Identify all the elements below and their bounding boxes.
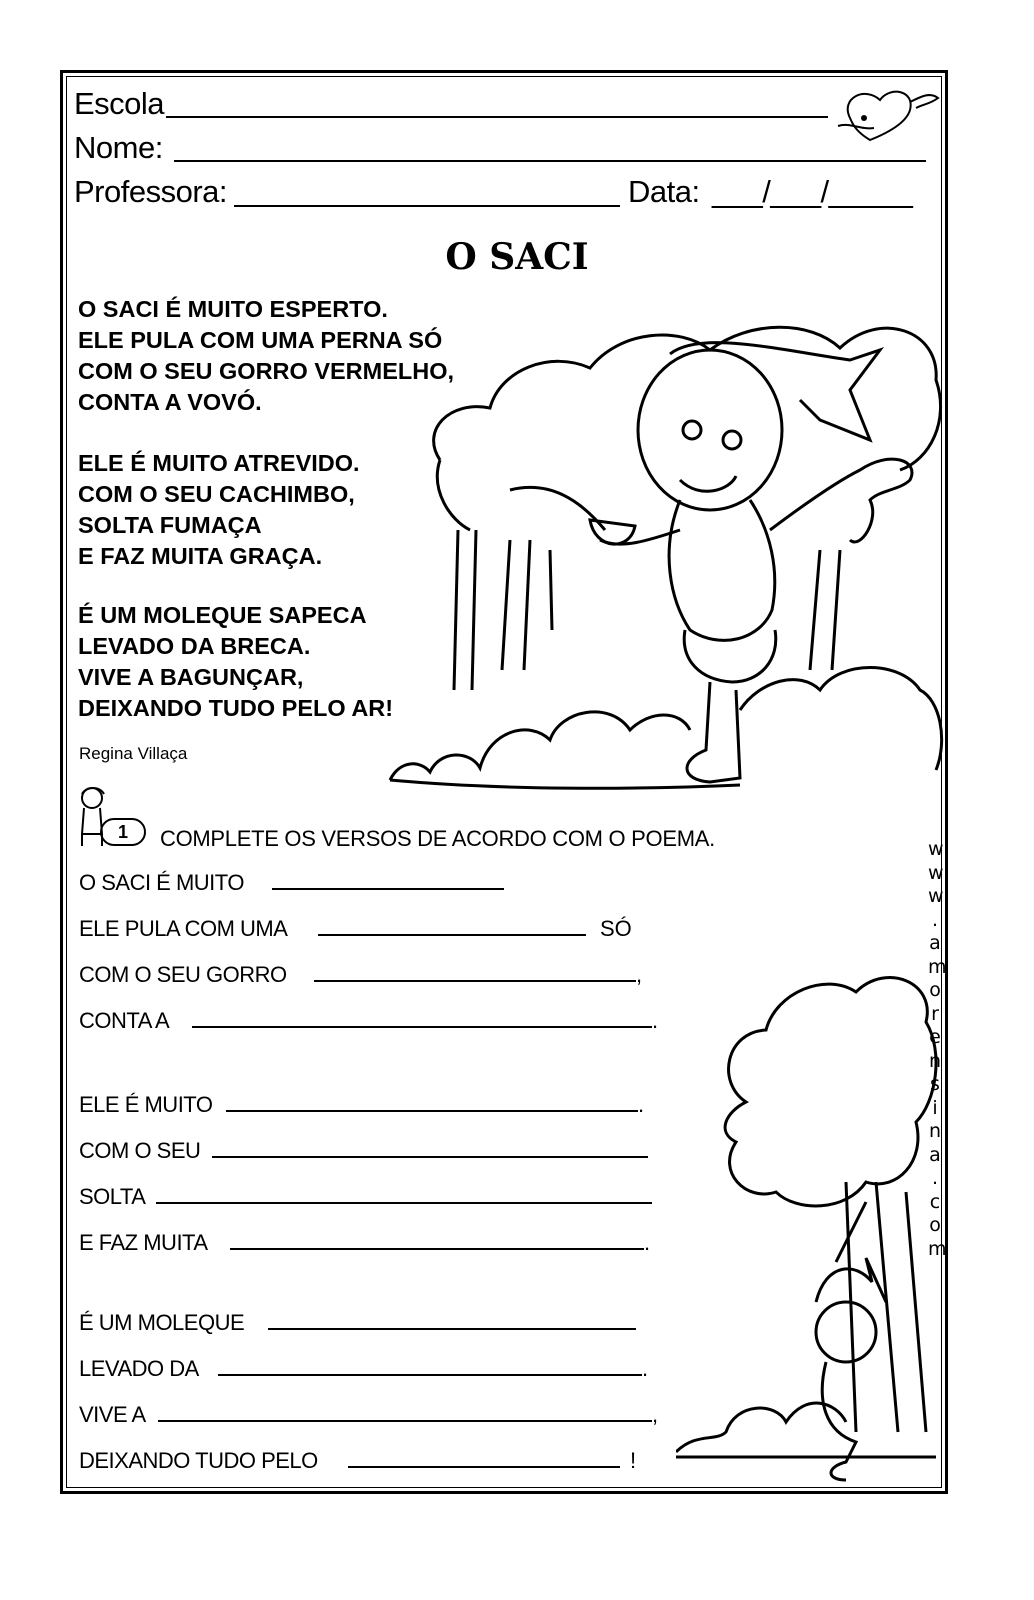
watermark-char: m: [928, 1237, 947, 1260]
poem-line: ELE É MUITO ATREVIDO.: [78, 450, 360, 476]
poem-title: O SACI: [445, 236, 589, 278]
verse-prefix: COM O SEU GORRO: [79, 962, 287, 987]
watermark-char: m: [928, 955, 947, 978]
verse-suffix: SÓ: [600, 916, 632, 941]
verse-prefix: LEVADO DA: [79, 1356, 199, 1381]
verse-prefix: ELE PULA COM UMA: [79, 916, 288, 941]
poem-line: COM O SEU GORRO VERMELHO,: [78, 358, 455, 384]
poem-line: LEVADO DA BRECA.: [78, 633, 311, 659]
verse-blank[interactable]: [212, 1156, 648, 1158]
watermark-char: .: [931, 908, 939, 931]
poem-line: SOLTA FUMAÇA: [78, 512, 262, 538]
poem-line: DEIXANDO TUDO PELO AR!: [78, 695, 394, 721]
verse-blank[interactable]: [192, 1026, 652, 1028]
verse-blank[interactable]: [158, 1420, 652, 1422]
verse-prefix: SOLTA: [79, 1184, 146, 1209]
watermark-char: .: [931, 1167, 939, 1189]
verse-blank[interactable]: [218, 1374, 642, 1376]
verse-blank[interactable]: [314, 980, 636, 982]
stanza-3: [78, 600, 393, 724]
verse-suffix: .: [638, 1092, 645, 1117]
poem-line: O SACI É MUITO ESPERTO.: [78, 296, 388, 322]
verse-prefix: E FAZ MUITA: [79, 1230, 208, 1255]
poem-author: Regina Villaça: [79, 744, 188, 763]
poem-line: E FAZ MUITA GRAÇA.: [78, 543, 323, 569]
verse-suffix: !: [630, 1448, 637, 1473]
school-field[interactable]: [166, 116, 828, 118]
teacher-label: Professora:: [74, 174, 228, 209]
watermark-char: w: [928, 838, 944, 860]
name-field[interactable]: [174, 160, 926, 162]
verse-blank[interactable]: [318, 934, 586, 936]
verse-prefix: DEIXANDO TUDO PELO: [79, 1448, 318, 1473]
watermark-char: r: [931, 1002, 939, 1025]
watermark-char: c: [929, 1190, 941, 1213]
verse-blank[interactable]: [226, 1110, 638, 1112]
watermark-char: i: [932, 1096, 938, 1119]
verse-prefix: ELE É MUITO: [79, 1092, 213, 1117]
watermark-char: w: [928, 861, 944, 884]
verse-blank[interactable]: [268, 1328, 636, 1330]
verse-blank[interactable]: [272, 888, 504, 890]
poem-line: ELE PULA COM UMA PERNA SÓ: [78, 327, 443, 353]
watermark-char: n: [928, 1049, 942, 1072]
poem-line: É UM MOLEQUE SAPECA: [78, 602, 367, 628]
verse-suffix: ,: [636, 962, 643, 987]
verse-blank[interactable]: [348, 1466, 620, 1468]
watermark-char: a: [929, 932, 941, 954]
name-label: Nome:: [74, 130, 163, 165]
watermark-char: s: [930, 1073, 940, 1095]
school-label: Escola: [74, 86, 165, 121]
date-field[interactable]: ___/___/_____: [712, 174, 913, 209]
saci-illustration: [380, 290, 948, 810]
verse-suffix: ,: [652, 1402, 659, 1427]
verse-prefix: É UM MOLEQUE: [79, 1310, 245, 1335]
verse-blank[interactable]: [156, 1202, 652, 1204]
stanza-2: [78, 448, 360, 572]
verse-blank[interactable]: [230, 1248, 644, 1250]
date-label: Data:: [628, 174, 700, 209]
question-number-badge: 1: [100, 818, 146, 846]
question-instruction: COMPLETE OS VERSOS DE ACORDO COM O POEMA.: [160, 826, 715, 851]
verse-suffix: .: [644, 1230, 651, 1255]
watermark-char: w: [928, 885, 944, 907]
verse-prefix: O SACI É MUITO: [79, 870, 244, 895]
tree-saci-illustration: [676, 962, 947, 1490]
watermark-char: o: [929, 979, 941, 1001]
watermark-char: a: [929, 1143, 941, 1166]
poem-line: COM O SEU CACHIMBO,: [78, 481, 355, 507]
verse-prefix: CONTA A: [79, 1008, 170, 1033]
verse-prefix: VIVE A: [79, 1402, 146, 1427]
verse-suffix: .: [642, 1356, 649, 1381]
heart-logo-icon: [830, 78, 942, 148]
watermark-char: n: [928, 1120, 942, 1142]
watermark-char: o: [929, 1214, 941, 1236]
verse-prefix: COM O SEU: [79, 1138, 201, 1163]
watermark-char: e: [929, 1026, 941, 1048]
poem-line: CONTA A VOVÓ.: [78, 389, 262, 415]
verse-suffix: .: [652, 1008, 659, 1033]
teacher-field[interactable]: [234, 205, 620, 207]
poem-line: VIVE A BAGUNÇAR,: [78, 664, 304, 690]
